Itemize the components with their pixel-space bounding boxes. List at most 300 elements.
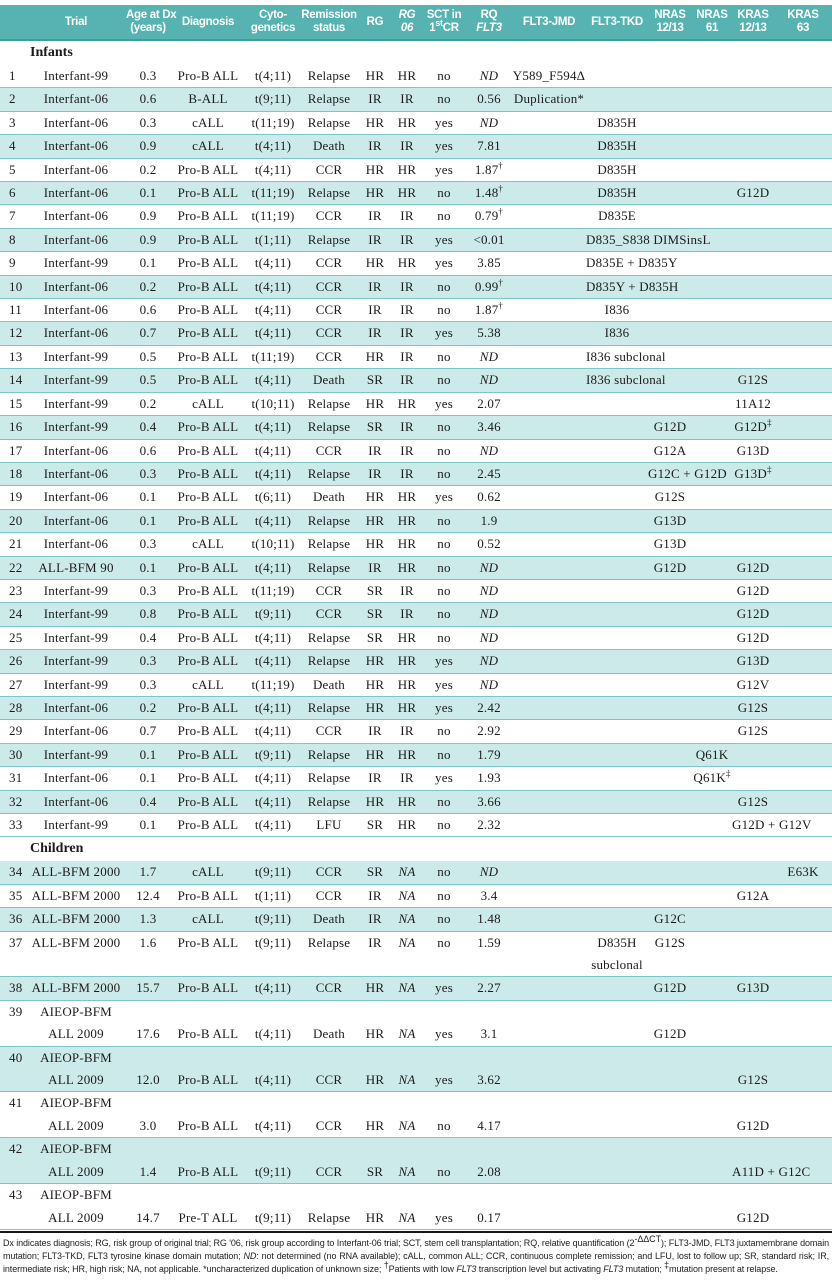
cell-sct — [422, 1184, 466, 1206]
cell-flt3-jmd — [512, 1115, 586, 1137]
cell-trial: Interfant-06 — [43, 512, 109, 528]
cell-nras-12-13 — [648, 322, 692, 344]
cell-sct: yes — [435, 980, 453, 996]
cell-nras-12-13 — [648, 1184, 692, 1206]
cell-nras-61: Q61K — [695, 746, 729, 762]
cell-flt3-tkd — [586, 674, 648, 696]
cell-diagnosis: Pro-B ALL — [177, 255, 239, 271]
cell-rg06: HR — [397, 255, 417, 271]
cell-remission-status: Death — [312, 1026, 346, 1042]
cell-diagnosis: Pro-B ALL — [177, 302, 239, 318]
cell-sct: yes — [435, 489, 453, 505]
cell-rg: IR — [368, 278, 382, 294]
cell-diagnosis — [170, 1092, 246, 1114]
cell-nras-12-13: G12S — [654, 934, 686, 950]
cell-remission-status — [300, 1047, 358, 1069]
cell-nras-12-13 — [648, 159, 692, 181]
cell-remission-status: Death — [312, 489, 346, 505]
cell-sct: no — [437, 1117, 451, 1133]
cell-rg: SR — [366, 817, 384, 832]
cell-sct: yes — [435, 770, 453, 786]
cell-age: 0.1 — [139, 489, 157, 505]
cell-trial: Interfant-06 — [43, 442, 109, 458]
cell-rg: HR — [365, 676, 385, 692]
table-row — [0, 603, 832, 626]
cell-flt3-jmd — [512, 650, 586, 672]
cell-diagnosis: Pro-B ALL — [177, 278, 239, 294]
cell-flt3-jmd — [512, 322, 586, 344]
cell-rg: IR — [368, 91, 382, 107]
cell-kras-63 — [774, 463, 832, 485]
cell-cytogenetics: t(10;11) — [251, 536, 295, 552]
cell-kras-63 — [774, 440, 832, 462]
cell-nras-61 — [692, 322, 732, 344]
header-cell-diagnosis — [170, 16, 246, 29]
header-cell-age-at-dx-years — [126, 9, 177, 35]
cell-rg: IR — [368, 465, 382, 481]
cell-flt3-jmd — [512, 1047, 586, 1069]
cell-age: 12.4 — [136, 887, 160, 903]
cell-cytogenetics: t(9;11) — [254, 864, 292, 880]
cell-nras-12-13 — [648, 369, 692, 391]
table-row — [0, 159, 832, 182]
cell-diagnosis: Pro-B ALL — [177, 817, 239, 832]
cell-sct: yes — [435, 653, 453, 669]
cell-flt3-tkd — [586, 720, 648, 742]
cell-flt3-tkd — [586, 65, 648, 87]
row-line — [0, 744, 832, 766]
cell-remission-status: CCR — [315, 1163, 343, 1179]
header-line2: status — [312, 22, 346, 34]
row-line — [0, 1184, 832, 1206]
cell-rq-flt3 — [466, 1138, 512, 1160]
cell-rg06: HR — [397, 653, 417, 669]
cell-remission-status: Relapse — [307, 536, 351, 552]
cell-rg06: IR — [400, 208, 414, 224]
cell-kras-63 — [774, 627, 832, 649]
row-line — [0, 627, 832, 649]
cell-kras-63 — [774, 1138, 832, 1160]
cell-age: 0.1 — [139, 512, 157, 528]
header-line1: KRAS — [787, 9, 819, 21]
cell-age: 0.4 — [139, 793, 157, 809]
cell-rq-flt3: 2.27 — [477, 980, 501, 996]
cell-rg06: HR — [397, 395, 417, 411]
cell-remission-status: CCR — [315, 723, 343, 739]
header-cell-rq-flt3 — [466, 9, 512, 35]
cell-trial: Interfant-06 — [43, 723, 109, 739]
header-line1: FLT3-TKD — [591, 15, 643, 28]
cell-age: 0.4 — [139, 629, 157, 645]
cell-rg06: IR — [400, 606, 414, 622]
cell-diagnosis: Pro-B ALL — [177, 419, 239, 435]
cell-row-number: 9 — [9, 255, 16, 271]
cell-remission-status: Relapse — [307, 559, 351, 575]
table-row — [0, 88, 832, 111]
cell-rg06: HR — [397, 68, 417, 83]
cell-rg06: IR — [400, 348, 414, 364]
cell-trial: AIEOP-BFM — [40, 1049, 112, 1065]
cell-diagnosis: Pro-B ALL — [177, 559, 239, 575]
cell-age: 0.3 — [139, 114, 157, 130]
cell-flt3-tkd — [586, 744, 648, 766]
cell-flt3-jmd — [512, 580, 586, 602]
cell-rg06: NA — [398, 1209, 416, 1225]
cell-rg: SR — [366, 582, 384, 598]
table-body — [0, 41, 832, 1230]
cell-cytogenetics — [246, 1092, 300, 1114]
cell-age: 0.9 — [139, 138, 157, 154]
cell-nras-61 — [692, 1138, 732, 1160]
cell-kras-12-13 — [732, 299, 774, 321]
table-row — [0, 416, 832, 439]
cell-age: 0.3 — [139, 465, 157, 481]
cell-rg06: IR — [400, 372, 414, 388]
cell-flt3-tkd: I836 — [604, 302, 630, 318]
row-line — [0, 486, 832, 508]
cell-nras-61 — [692, 580, 732, 602]
cell-rg06: HR — [397, 817, 417, 832]
cell-age: 0.2 — [139, 278, 157, 294]
cell-kras-63 — [774, 697, 832, 719]
cell-diagnosis: Pro-B ALL — [177, 185, 239, 201]
cell-flt3-tkd: I836 subclonal — [586, 348, 666, 364]
row-line — [0, 229, 832, 251]
cell-flt3-jmd — [512, 885, 586, 907]
cell-sct: no — [437, 419, 451, 435]
cell-remission-status — [300, 954, 358, 976]
cell-age: 0.3 — [139, 68, 157, 83]
cell-nras-12-13: G13D — [653, 512, 687, 528]
cell-age: 0.4 — [139, 419, 157, 435]
cell-flt3-tkd — [586, 510, 648, 532]
table-row — [0, 205, 832, 228]
cell-sct: no — [437, 911, 451, 927]
cell-trial: Interfant-99 — [43, 372, 109, 388]
cell-rg — [358, 1184, 392, 1206]
cell-flt3-jmd — [512, 299, 586, 321]
table-row — [0, 627, 832, 650]
cell-nras-61 — [692, 697, 732, 719]
cell-remission-status: CCR — [315, 1072, 343, 1088]
table-row — [0, 767, 832, 790]
cell-sct — [422, 1047, 466, 1069]
cell-flt3-tkd — [586, 486, 648, 508]
cell-rg: HR — [365, 68, 385, 83]
cell-rg: HR — [365, 746, 385, 762]
header-line2: 61 — [705, 22, 719, 34]
row-line — [0, 135, 832, 157]
cell-rg06: HR — [397, 161, 417, 177]
row-line — [0, 393, 832, 415]
cell-rq-flt3: ND — [479, 582, 499, 598]
cell-row-number: 25 — [9, 629, 23, 645]
row-line — [0, 1115, 832, 1137]
cell-flt3-tkd: D835Y + D835H — [586, 278, 679, 294]
header-cell-sct-in — [422, 9, 466, 35]
cell-flt3-tkd: D835H — [597, 161, 637, 177]
cell-cytogenetics: t(4;11) — [254, 817, 292, 832]
cell-row-number: 18 — [9, 465, 23, 481]
cell-kras-12-13 — [732, 159, 774, 181]
cell-cytogenetics: t(6;11) — [254, 489, 292, 505]
cell-sct: no — [437, 208, 451, 224]
cell-rg: HR — [365, 699, 385, 715]
header-cell-kras-12-13 — [732, 9, 774, 35]
cell-age: 0.5 — [139, 372, 157, 388]
cell-rq-flt3: ND — [479, 348, 499, 364]
cell-kras-63 — [774, 1001, 832, 1023]
cell-sct: yes — [435, 699, 453, 715]
cell-rg06: NA — [398, 1117, 416, 1133]
cell-rg06: HR — [397, 793, 417, 809]
header-cell-nras-61 — [692, 9, 732, 35]
cell-nras-12-13 — [648, 580, 692, 602]
cell-rg: IR — [368, 934, 382, 950]
cell-kras-63 — [774, 276, 832, 298]
cell-remission-status: Relapse — [307, 395, 351, 411]
cell-kras-63 — [774, 205, 832, 227]
cell-row-number: 32 — [9, 793, 23, 809]
cell-diagnosis — [170, 1138, 246, 1160]
cell-kras-12-13 — [732, 1001, 774, 1023]
cell-remission-status: Death — [312, 372, 346, 388]
row-line — [0, 533, 832, 555]
cell-rg06: NA — [398, 1026, 416, 1042]
cell-rq-flt3: ND — [479, 372, 499, 388]
cell-cytogenetics: t(9;11) — [254, 911, 292, 927]
row-line — [0, 252, 832, 274]
cell-rq-flt3: 4.17 — [477, 1117, 501, 1133]
cell-trial: Interfant-99 — [43, 606, 109, 622]
cell-diagnosis: cALL — [192, 536, 224, 552]
cell-row-number: 8 — [9, 231, 16, 247]
cell-cytogenetics: t(9;11) — [254, 606, 292, 622]
cell-kras-63 — [774, 557, 832, 579]
cell-flt3-jmd — [512, 135, 586, 157]
cell-flt3-tkd: D835E + D835Y — [586, 255, 678, 271]
cell-remission-status: CCR — [315, 864, 343, 880]
cell-nras-61 — [692, 627, 732, 649]
table-row — [0, 908, 832, 931]
cell-row-number — [0, 1161, 26, 1183]
table-header-row — [0, 5, 832, 41]
cell-nras-61 — [692, 533, 732, 555]
cell-rg: IR — [368, 911, 382, 927]
header-line2: FLT3 — [476, 22, 502, 34]
cell-age: 0.9 — [139, 231, 157, 247]
cell-remission-status: Relapse — [307, 746, 351, 762]
table-row — [0, 557, 832, 580]
cell-nras-61 — [692, 885, 732, 907]
cell-age: 0.3 — [139, 582, 157, 598]
row-line — [0, 112, 832, 134]
row-line — [0, 557, 832, 579]
header-line1: Remission — [301, 9, 357, 21]
cell-kras-63 — [774, 932, 832, 954]
cell-rg06: HR — [397, 185, 417, 201]
cell-cytogenetics: t(4;11) — [254, 419, 292, 435]
cell-flt3-jmd — [512, 767, 586, 789]
cell-rq-flt3: 3.1 — [480, 1026, 498, 1042]
cell-kras-12-13: G13D — [736, 442, 770, 458]
cell-kras-63 — [774, 299, 832, 321]
cell-row-number: 38 — [9, 980, 23, 996]
cell-kras-12-13 — [732, 322, 774, 344]
table-row — [0, 346, 832, 369]
cell-rq-flt3: 3.85 — [477, 255, 501, 271]
cell-sct: no — [437, 606, 451, 622]
row-line — [0, 440, 832, 462]
cell-nras-61 — [692, 1023, 732, 1045]
cell-diagnosis: Pro-B ALL — [177, 980, 239, 996]
cell-rg: IR — [368, 302, 382, 318]
row-line — [0, 159, 832, 181]
cell-cytogenetics — [246, 1001, 300, 1023]
cell-flt3-tkd — [586, 1047, 648, 1069]
cell-rq-flt3: 1.87† — [474, 300, 504, 318]
cell-nras-12-13 — [648, 767, 692, 789]
cell-flt3-tkd — [586, 1115, 648, 1137]
cell-rg06: NA — [398, 980, 416, 996]
cell-rg06: IR — [400, 465, 414, 481]
cell-rg — [358, 1047, 392, 1069]
cell-age: 0.1 — [139, 185, 157, 201]
row-line — [0, 885, 832, 907]
header-line2: 12/13 — [739, 22, 767, 34]
cell-kras-12-13: G12S — [737, 372, 769, 388]
cell-trial: Interfant-99 — [43, 817, 109, 832]
cell-flt3-tkd — [586, 580, 648, 602]
cell-kras-12-13 — [732, 205, 774, 227]
cell-sct: yes — [435, 161, 453, 177]
cell-flt3-tkd — [586, 1092, 648, 1114]
cell-flt3-jmd: Y589_F594Δ — [512, 68, 586, 83]
cell-rg: SR — [366, 864, 384, 880]
cell-cytogenetics — [246, 1138, 300, 1160]
cell-sct: yes — [435, 1209, 453, 1225]
cell-nras-61: Q61K‡ — [693, 768, 731, 786]
cell-cytogenetics: t(4;11) — [254, 723, 292, 739]
cell-cytogenetics: t(9;11) — [254, 91, 292, 107]
row-line-subclonal — [0, 954, 832, 976]
header-cell-flt3-jmd — [512, 16, 586, 29]
header-line2: (years) — [130, 22, 166, 34]
cell-nras-12-13 — [648, 88, 692, 110]
cell-cytogenetics: t(4;11) — [254, 512, 292, 528]
cell-diagnosis: Pro-B ALL — [177, 372, 239, 388]
cell-remission-status: CCR — [315, 161, 343, 177]
cell-flt3-tkd — [586, 977, 648, 999]
cell-diagnosis — [170, 954, 246, 976]
cell-flt3-jmd — [512, 791, 586, 813]
header-line2: genetics — [250, 22, 296, 34]
cell-kras-12-13: G12D — [736, 559, 770, 575]
cell-remission-status: CCR — [315, 582, 343, 598]
cell-diagnosis: cALL — [192, 138, 224, 154]
cell-kras-63 — [774, 65, 832, 87]
row-line — [0, 767, 832, 789]
cell-remission-status: CCR — [315, 887, 343, 903]
cell-row-number: 15 — [9, 395, 23, 411]
header-line1: Cyto- — [259, 9, 287, 21]
cell-nras-12-13 — [648, 674, 692, 696]
cell-rg: IR — [368, 138, 382, 154]
table-row — [0, 720, 832, 743]
cell-row-number: 11 — [9, 302, 22, 318]
cell-flt3-jmd — [512, 977, 586, 999]
cell-rg06 — [392, 1047, 422, 1069]
cell-row-number: 5 — [9, 161, 16, 177]
cell-kras-63 — [774, 791, 832, 813]
cell-cytogenetics: t(4;11) — [254, 653, 292, 669]
table-row — [0, 1138, 832, 1184]
cell-kras-63 — [774, 322, 832, 344]
table-row — [0, 1092, 832, 1138]
table-row — [0, 1184, 832, 1230]
cell-diagnosis: Pro-B ALL — [177, 699, 239, 715]
cell-rg: HR — [365, 395, 385, 411]
header-line1: FLT3-JMD — [522, 15, 576, 28]
cell-kras-63 — [774, 1161, 832, 1183]
cell-flt3-jmd — [512, 252, 586, 274]
cell-flt3-tkd — [586, 1138, 648, 1160]
cell-flt3-jmd — [512, 159, 586, 181]
cell-cytogenetics: t(9;11) — [254, 1163, 292, 1179]
cell-nras-61 — [692, 1001, 732, 1023]
header-cell-cyto-genetics — [246, 9, 300, 35]
cell-flt3-jmd — [512, 627, 586, 649]
cell-rq-flt3: 0.79† — [474, 207, 504, 224]
cell-cytogenetics: t(4;11) — [254, 68, 292, 83]
cell-diagnosis: cALL — [192, 911, 224, 927]
cell-rg06: NA — [398, 1163, 416, 1179]
cell-age — [126, 1092, 170, 1114]
cell-remission-status: Relapse — [307, 91, 351, 107]
cell-remission-status: CCR — [315, 302, 343, 318]
row-line — [0, 276, 832, 298]
cell-row-number: 21 — [9, 536, 23, 552]
cell-cytogenetics: t(11;19) — [251, 185, 295, 201]
cell-kras-12-13: G12D — [736, 606, 770, 622]
cell-rg: HR — [365, 185, 385, 201]
cell-sct: no — [437, 1163, 451, 1179]
cell-rg: HR — [365, 114, 385, 130]
cell-rq-flt3: 2.42 — [477, 699, 501, 715]
cell-nras-12-13 — [648, 603, 692, 625]
cell-remission-status: LFU — [316, 817, 342, 832]
cell-remission-status: CCR — [315, 255, 343, 271]
cell-row-number: 16 — [9, 419, 23, 435]
cell-nras-12-13: G13D — [653, 536, 687, 552]
cell-rg06: HR — [397, 629, 417, 645]
cell-trial: ALL-BFM 2000 — [31, 887, 121, 903]
cell-age — [126, 1184, 170, 1206]
cell-sct: yes — [435, 1072, 453, 1088]
cell-nras-61 — [692, 1047, 732, 1069]
cell-flt3-jmd — [512, 463, 586, 485]
cell-kras-63 — [774, 767, 832, 789]
cell-trial: ALL 2009 — [48, 1072, 104, 1088]
cell-age: 0.3 — [139, 653, 157, 669]
cell-flt3-tkd — [586, 88, 648, 110]
cell-rg: IR — [368, 723, 382, 739]
cell-flt3-jmd — [512, 908, 586, 930]
cell-sct: no — [437, 746, 451, 762]
cell-kras-63 — [774, 744, 832, 766]
cell-remission-status: Relapse — [307, 114, 351, 130]
cell-rg: SR — [366, 419, 384, 435]
